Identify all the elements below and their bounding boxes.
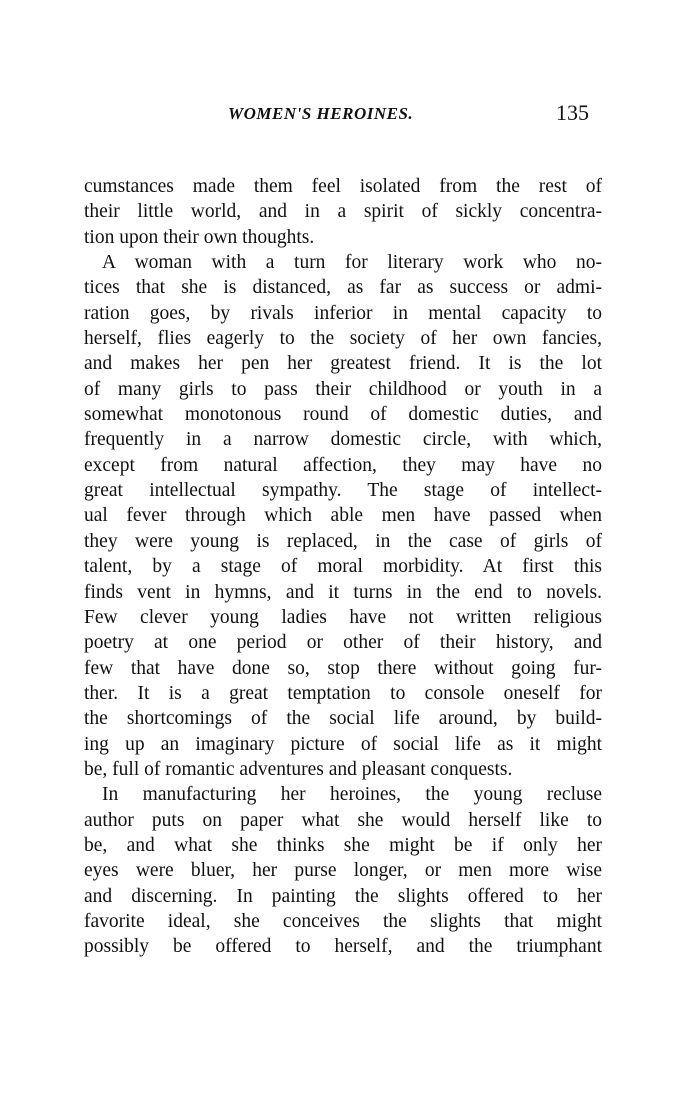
text-line: possibly be offered to herself, and the triumphant bbox=[84, 936, 602, 958]
text-line: frequently in a narrow domestic circle, with which, bbox=[84, 429, 602, 451]
text-line: tices that she is distanced, as far as success or admi- bbox=[84, 277, 602, 299]
page-number: 135 bbox=[556, 100, 589, 125]
text-line: author puts on paper what she would herself like to bbox=[84, 809, 602, 831]
text-line: In manufacturing her heroines, the young recluse bbox=[102, 784, 602, 806]
text-line: and makes her pen her greatest friend. It is the lot bbox=[84, 353, 602, 375]
text-line: tion upon their own thoughts. bbox=[84, 226, 315, 248]
text-line: be, and what she thinks she might be if only her bbox=[84, 834, 602, 856]
text-line: finds vent in hymns, and it turns in the end to novels. bbox=[84, 581, 602, 603]
text-line: eyes were bluer, her purse longer, or men more wise bbox=[84, 860, 602, 882]
text-line: ther. It is a great temptation to console oneself for bbox=[84, 682, 602, 704]
text-line: Few clever young ladies have not written religious bbox=[84, 606, 602, 628]
text-line: except from natural affection, they may have no bbox=[84, 454, 602, 476]
text-line: ing up an imaginary picture of social life as it might bbox=[84, 733, 602, 755]
running-title: WOMEN'S HEROINES. bbox=[228, 104, 414, 123]
page-body-text bbox=[84, 174, 602, 960]
text-line: favorite ideal, she conceives the slights that might bbox=[84, 910, 602, 932]
text-line: cumstances made them feel isolated from the rest of bbox=[84, 176, 602, 197]
text-line: talent, by a stage of moral morbidity. At first this bbox=[84, 556, 602, 578]
text-line: somewhat monotonous round of domestic duties, and bbox=[84, 404, 602, 426]
text-line: of many girls to pass their childhood or youth in a bbox=[84, 378, 602, 400]
text-line: few that have done so, stop there without going fur- bbox=[84, 657, 602, 679]
text-line: poetry at one period or other of their history, and bbox=[84, 632, 602, 654]
text-line: and discerning. In painting the slights offered to her bbox=[84, 885, 602, 907]
text-line: ration goes, by rivals inferior in mental capacity to bbox=[84, 302, 602, 324]
text-line: herself, flies eagerly to the society of her own fancies, bbox=[84, 328, 602, 350]
text-line: great intellectual sympathy. The stage of intellect- bbox=[84, 480, 602, 502]
text-line: their little world, and in a spirit of sickly concentra- bbox=[84, 201, 602, 223]
text-line: the shortcomings of the social life around, by build- bbox=[84, 708, 602, 730]
text-line: A woman with a turn for literary work who no- bbox=[102, 252, 602, 274]
text-line: ual fever through which able men have passed when bbox=[84, 505, 602, 527]
text-line: they were young is replaced, in the case of girls of bbox=[84, 530, 602, 552]
text-line: be, full of romantic adventures and pleasant conquests. bbox=[84, 758, 513, 780]
